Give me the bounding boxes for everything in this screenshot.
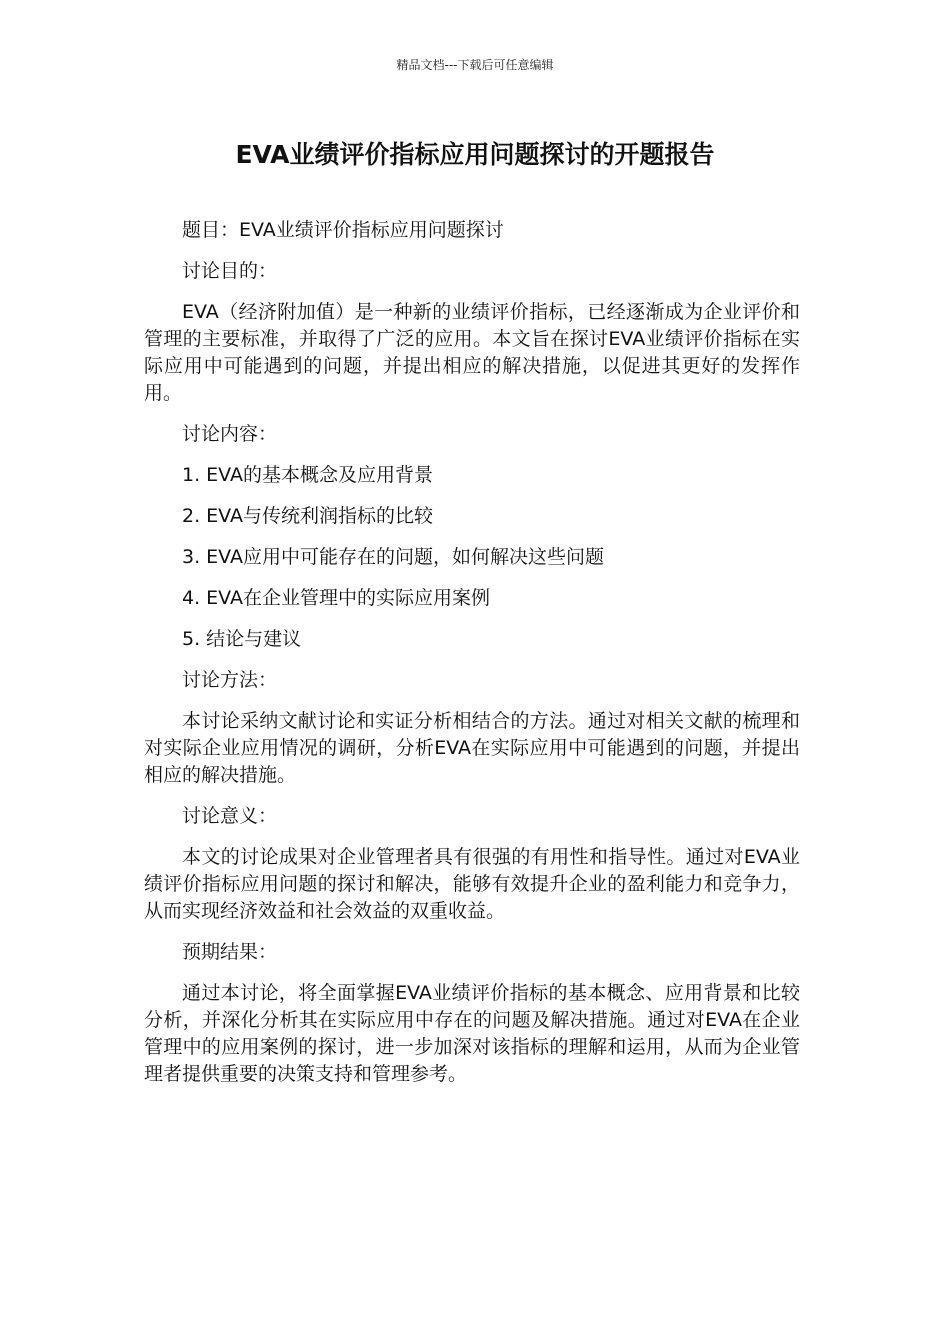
method-paragraph: 本讨论采纳文献讨论和实证分析相结合的方法。通过对相关文献的梳理和对实际企业应用情况的调研，分析EVA在实际应用中可能遇到的问题，并提出相应的解决措施。 bbox=[144, 710, 800, 786]
document-body bbox=[144, 217, 800, 1102]
page-header-note: 精品文档---下载后可任意编辑 bbox=[396, 58, 554, 72]
document-title: EVA业绩评价指标应用问题探讨的开题报告 bbox=[235, 140, 715, 169]
significance-paragraph: 本文的讨论成果对企业管理者具有很强的有用性和指导性。通过对EVA业绩评价指标应用问题的探讨和解决，能够有效提升企业的盈利能力和竞争力，从而实现经济效益和社会效益的双重收益。 bbox=[144, 846, 800, 922]
contents-item-5: 5. 结论与建议 bbox=[182, 628, 302, 650]
purpose-paragraph: EVA（经济附加值）是一种新的业绩评价指标，已经逐渐成为企业评价和管理的主要标准，并取得了广泛的应用。本文旨在探讨EVA业绩评价指标在实际应用中可能遇到的问题，并提出相应的解决措施，以促进其更好的发挥作用。 bbox=[144, 301, 800, 404]
significance-heading: 讨论意义： bbox=[182, 805, 278, 827]
expected-heading: 预期结果： bbox=[182, 941, 278, 963]
contents-item-1: 1. EVA的基本概念及应用背景 bbox=[182, 464, 433, 486]
method-heading: 讨论方法： bbox=[182, 669, 278, 691]
topic-line: 题目：EVA业绩评价指标应用问题探讨 bbox=[182, 219, 504, 241]
expected-paragraph: 通过本讨论，将全面掌握EVA业绩评价指标的基本概念、应用背景和比较分析，并深化分析其在实际应用中存在的问题及解决措施。通过对EVA在企业管理中的应用案例的探讨，进一步加深对该指标的理解和运用，从而为企业管理者提供重要的决策支持和管理参考。 bbox=[144, 982, 800, 1085]
contents-item-4: 4. EVA在企业管理中的实际应用案例 bbox=[182, 587, 490, 609]
contents-item-3: 3. EVA应用中可能存在的问题，如何解决这些问题 bbox=[182, 546, 604, 568]
contents-heading: 讨论内容： bbox=[182, 423, 278, 445]
purpose-heading: 讨论目的： bbox=[182, 260, 278, 282]
contents-item-2: 2. EVA与传统利润指标的比较 bbox=[182, 505, 433, 527]
